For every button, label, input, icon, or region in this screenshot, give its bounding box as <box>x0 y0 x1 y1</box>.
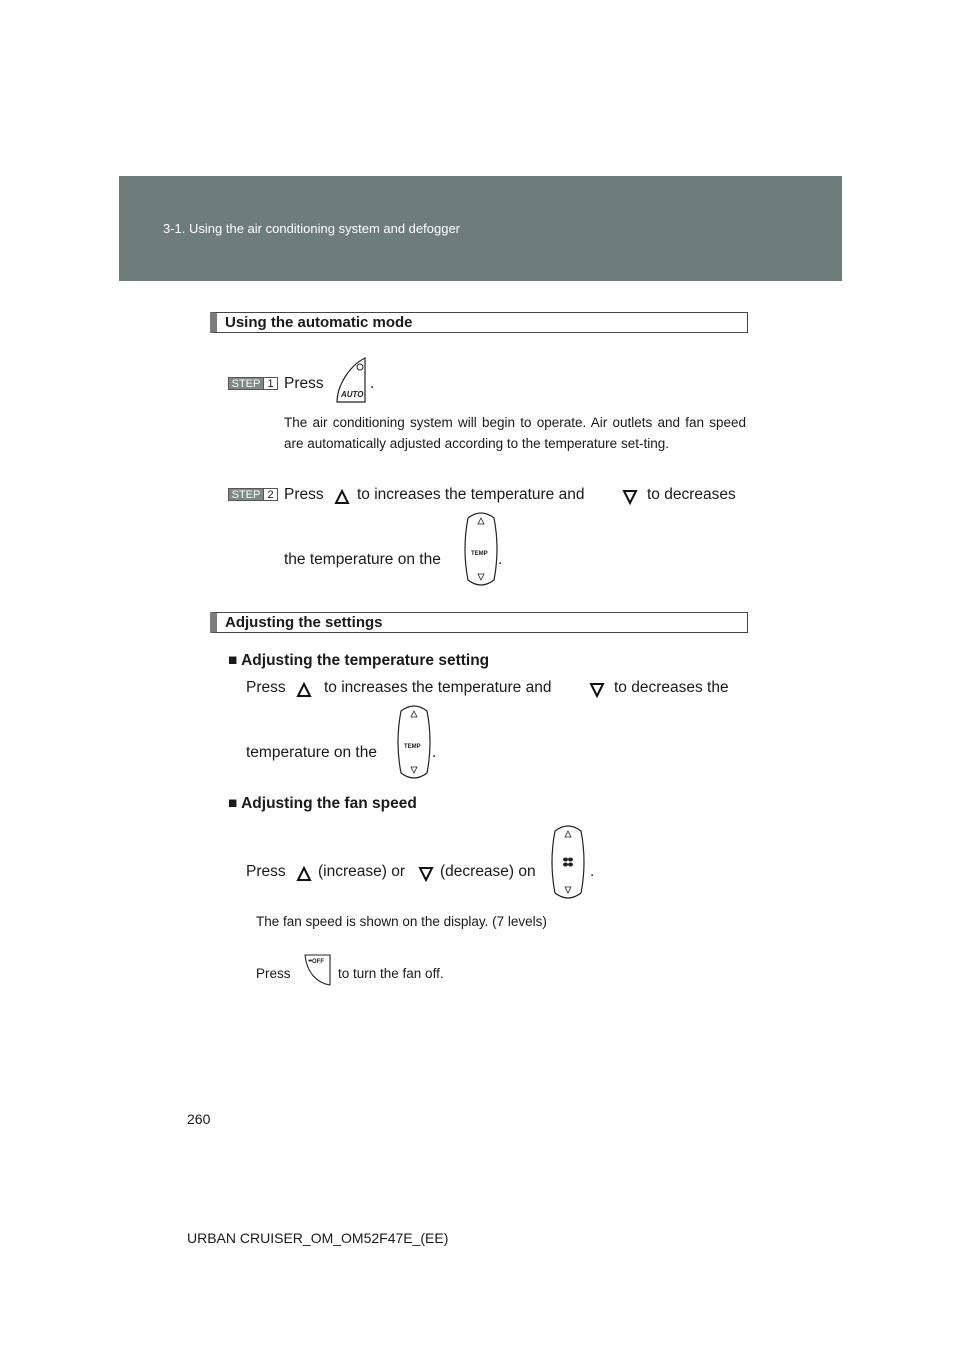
step-2-line2-text: the temperature on the <box>284 551 441 568</box>
fan-period: . <box>590 863 595 880</box>
page-number: 260 <box>187 1111 211 1127</box>
up-arrow-icon <box>297 867 311 881</box>
step-1-period: . <box>370 375 375 392</box>
down-arrow-icon <box>623 490 637 504</box>
step-1-label: STEP 1 <box>228 377 278 390</box>
temp-period: . <box>432 744 437 761</box>
fan-off-press-text: Press <box>256 966 291 981</box>
step-1-press-text: Press <box>284 375 324 392</box>
step-2-decrease-text: to decreases <box>647 486 736 503</box>
temp-dial-icon <box>464 510 498 588</box>
temp-press-text: Press <box>246 679 286 696</box>
section-heading-adjusting-settings <box>210 612 748 633</box>
breadcrumb: 3-1. Using the air conditioning system and defogger <box>163 221 461 236</box>
section-title: Adjusting the settings <box>225 614 383 631</box>
up-arrow-icon <box>297 683 311 697</box>
step-2-increase-text: to increases the temperature and <box>357 486 585 503</box>
temp-line2-text: temperature on the <box>246 744 377 761</box>
fan-off-button-icon <box>303 953 333 987</box>
bullet-icon: ■ <box>228 652 238 669</box>
chapter-header <box>119 176 842 281</box>
step-2-period: . <box>498 551 503 568</box>
document-code: URBAN CRUISER_OM_OM52F47E_(EE) <box>187 1230 449 1246</box>
subheading-temperature: ■ Adjusting the temperature setting <box>228 652 490 669</box>
fan-off-text: to turn the fan off. <box>338 966 444 981</box>
bullet-icon: ■ <box>228 795 238 812</box>
fan-decrease-text: (decrease) on <box>440 863 536 880</box>
up-arrow-icon <box>335 490 349 504</box>
section-heading-automatic-mode <box>210 312 748 333</box>
down-arrow-icon <box>419 867 433 881</box>
fan-dial-icon <box>551 823 585 901</box>
auto-button-label: AUTO <box>341 390 364 399</box>
fan-press-text: Press <box>246 863 286 880</box>
step-2-press-text: Press <box>284 486 324 503</box>
temp-increase-text: to increases the temperature and <box>324 679 552 696</box>
temp-dial-icon <box>397 703 431 781</box>
fan-symbol-icon <box>563 858 573 867</box>
temp-dial-label: TEMP <box>404 744 421 750</box>
step-2-label: STEP 2 <box>228 488 278 501</box>
off-fan-symbol-icon <box>309 960 313 962</box>
down-arrow-icon <box>590 683 604 697</box>
fan-increase-text: (increase) or <box>318 863 405 880</box>
section-title: Using the automatic mode <box>225 314 413 331</box>
subheading-fan-speed: ■ Adjusting the fan speed <box>228 795 417 812</box>
auto-button-icon <box>335 356 371 406</box>
off-button-label: OFF <box>312 959 324 965</box>
temp-dial-label: TEMP <box>471 551 488 557</box>
fan-note-levels: The fan speed is shown on the display. (7 levels) <box>256 914 547 929</box>
temp-decrease-text: to decreases the <box>614 679 729 696</box>
step-1-note: The air conditioning system will begin to operate. Air outlets and fan speed are automatically adjusted according to the temperature set-ting. <box>284 415 746 451</box>
